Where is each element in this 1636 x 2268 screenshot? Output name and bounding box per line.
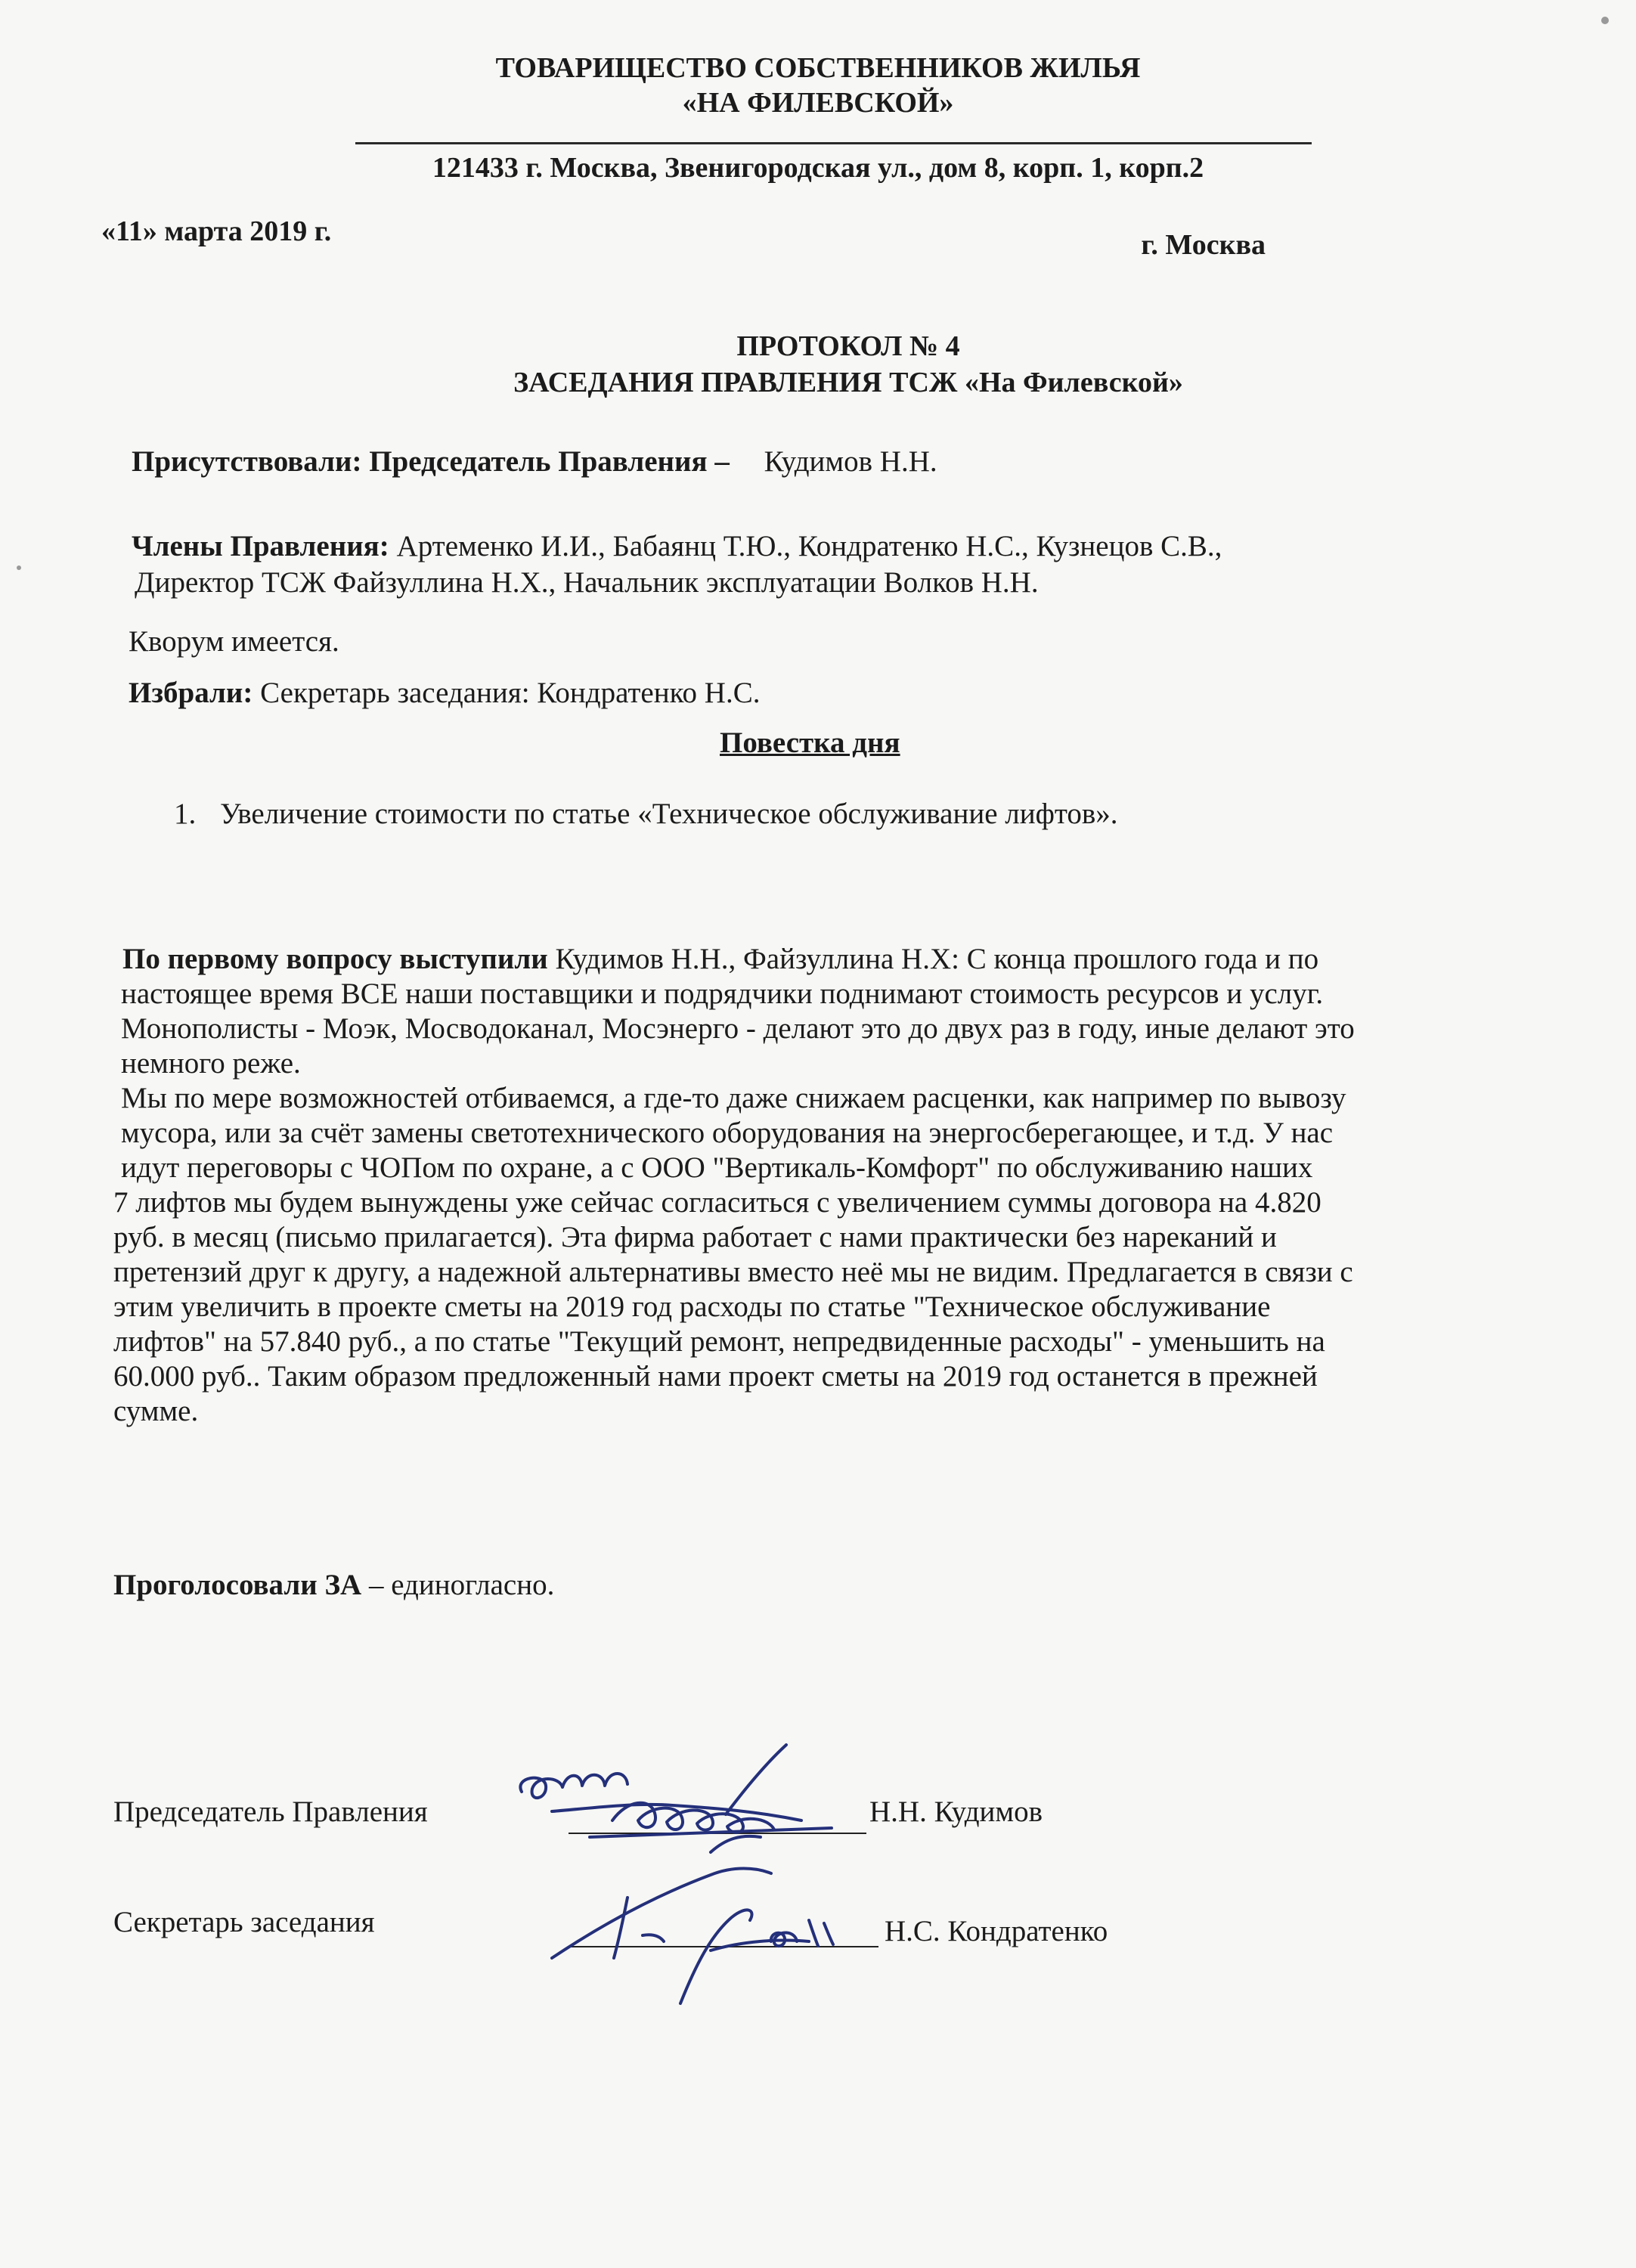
protocol-subtitle: ЗАСЕДАНИЯ ПРАВЛЕНИЯ ТСЖ «На Филевской» bbox=[513, 367, 1183, 398]
vote-label: Проголосовали ЗА bbox=[113, 1569, 362, 1601]
discussion-line-5: мусора, или за счёт замены светотехнического оборудования на энергосберегающее, и т.д. У нас bbox=[121, 1117, 1334, 1149]
secretary-role: Секретарь заседания bbox=[113, 1906, 375, 1938]
scan-speck bbox=[1601, 17, 1609, 24]
members-list-2: Директор ТСЖ Файзуллина Н.Х., Начальник эксплуатации Волков Н.Н. bbox=[135, 566, 1039, 599]
vote-result: – единогласно. bbox=[361, 1569, 555, 1601]
present-line bbox=[132, 445, 937, 479]
discussion-line-9: претензий друг к другу, а надежной альтернативы вместо неё мы не видим. Предлагается в связи с bbox=[113, 1256, 1353, 1288]
agenda-item-number: 1. bbox=[174, 798, 197, 830]
present-name: Кудимов Н.Н. bbox=[764, 445, 937, 478]
secretary-name: Н.С. Кондратенко bbox=[885, 1915, 1108, 1947]
discussion-line-13: сумме. bbox=[113, 1395, 199, 1427]
discussion-label: По первому вопросу выступили bbox=[122, 943, 548, 975]
elected-label: Избрали: bbox=[129, 677, 253, 709]
discussion-line-1: настоящее время ВСЕ наши поставщики и подрядчики поднимают стоимость ресурсов и услуг. bbox=[121, 978, 1324, 1010]
discussion-line-11: лифтов" на 57.840 руб., а по статье "Текущий ремонт, непредвиденные расходы" - уменьшить на bbox=[113, 1325, 1325, 1358]
discussion-line-2: Монополисты - Моэк, Мосводоканал, Мосэнерго - делают это до двух раз в году, иные делают это bbox=[121, 1012, 1355, 1045]
members-list-1: Артеменко И.И., Бабаянц Т.Ю., Кондратенко Н.С., Кузнецов С.В., bbox=[396, 530, 1222, 562]
elected-line bbox=[129, 676, 760, 710]
discussion-line-7: 7 лифтов мы будем вынуждены уже сейчас согласиться с увеличением суммы договора на 4.820 bbox=[113, 1186, 1322, 1219]
discussion-text-0: Кудимов Н.Н., Файзуллина Н.Х: С конца прошлого года и по bbox=[547, 943, 1319, 975]
scan-speck bbox=[17, 565, 21, 570]
present-label: Присутствовали: Председатель Правления – bbox=[132, 445, 730, 478]
discussion-line-10: этим увеличить в проекте сметы на 2019 год расходы по статье "Техническое обслуживание bbox=[113, 1290, 1271, 1323]
protocol-title: ПРОТОКОЛ № 4 bbox=[736, 330, 960, 362]
discussion-line-12: 60.000 руб.. Таким образом предложенный нами проект сметы на 2019 год останется в прежней bbox=[113, 1360, 1318, 1393]
secretary-signature-icon bbox=[529, 1845, 922, 2011]
chairman-name: Н.Н. Кудимов bbox=[869, 1796, 1043, 1828]
members-label: Члены Правления: bbox=[132, 530, 389, 562]
discussion-line-8: руб. в месяц (письмо прилагается). Эта фирма работает с нами практически без нареканий и bbox=[113, 1221, 1277, 1253]
header-divider bbox=[355, 142, 1312, 144]
vote-line bbox=[113, 1568, 554, 1602]
discussion-line-3: немного реже. bbox=[121, 1047, 301, 1080]
org-name-line2: «НА ФИЛЕВСКОЙ» bbox=[682, 87, 954, 119]
protocol-city: г. Москва bbox=[1141, 229, 1266, 261]
discussion-line-6: идут переговоры с ЧОПом по охране, а с ООО "Вертикаль-Комфорт" по обслуживанию наших bbox=[121, 1151, 1313, 1184]
agenda-item bbox=[174, 797, 1118, 831]
agenda-item-text: Увеличение стоимости по статье «Техническое обслуживание лифтов». bbox=[220, 798, 1118, 830]
members-line1 bbox=[132, 529, 1222, 563]
protocol-date: «11» марта 2019 г. bbox=[101, 215, 332, 247]
org-name-line1: ТОВАРИЩЕСТВО СОБСТВЕННИКОВ ЖИЛЬЯ bbox=[495, 52, 1141, 84]
agenda-heading: Повестка дня bbox=[720, 727, 900, 759]
quorum-text: Кворум имеется. bbox=[129, 625, 339, 658]
elected-text: Секретарь заседания: Кондратенко Н.С. bbox=[260, 677, 761, 709]
chairman-role: Председатель Правления bbox=[113, 1796, 428, 1828]
discussion-line-4: Мы по мере возможностей отбиваемся, а где-то даже снижаем расценки, как например по вывозу bbox=[121, 1082, 1346, 1114]
org-address: 121433 г. Москва, Звенигородская ул., дом 8, корп. 1, корп.2 bbox=[432, 152, 1204, 184]
discussion-line-0 bbox=[122, 942, 1318, 976]
